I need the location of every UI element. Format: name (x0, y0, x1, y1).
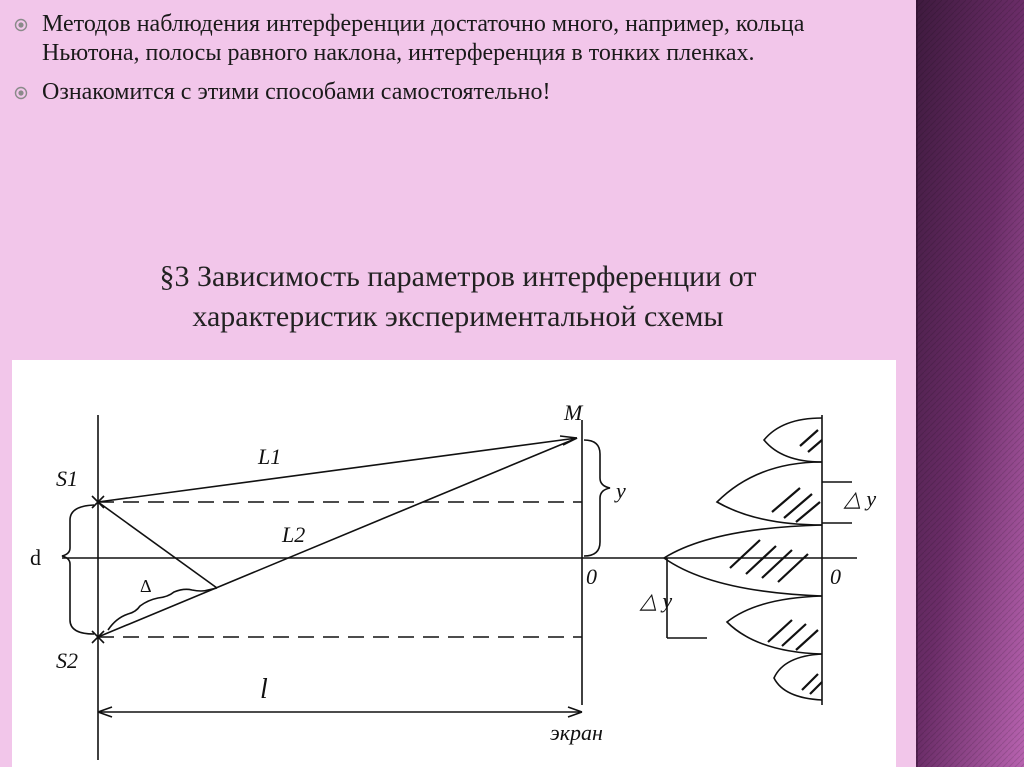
bullet-item (14, 78, 894, 107)
bullet-text: Ознакомится с этими способами самостоятельно! (42, 79, 551, 105)
label-delta-y-right: △ y (844, 486, 877, 511)
label-zero-screen: 0 (586, 564, 597, 589)
label-l1: L1 (258, 444, 282, 469)
heading-line-1: §3 Зависимость параметров интерференции от (159, 260, 757, 293)
label-screen: экран (550, 720, 603, 745)
label-y: y (616, 478, 626, 503)
label-s1: S1 (56, 466, 78, 491)
bullet-text: Методов наблюдения интерференции достаточно много, например, кольца Ньютона, полосы равного наклона, интерференция в тонких пленках. (42, 11, 805, 66)
label-delta-y-left: △ y (640, 588, 673, 613)
circle-bullet-icon (14, 18, 28, 32)
label-d: d (30, 545, 41, 570)
circle-bullet-icon (14, 86, 28, 100)
label-s2: S2 (56, 648, 78, 673)
label-delta-path: Δ (140, 576, 152, 596)
bullet-list (14, 10, 894, 107)
section-heading (0, 257, 916, 337)
label-l2: L2 (282, 522, 306, 547)
bullet-item (14, 10, 894, 68)
label-m: M (564, 400, 583, 425)
heading-line-2: характеристик экспериментальной схемы (192, 300, 724, 333)
label-zero-graph: 0 (830, 564, 841, 589)
interference-diagram (12, 360, 896, 767)
label-l: l (260, 674, 268, 705)
